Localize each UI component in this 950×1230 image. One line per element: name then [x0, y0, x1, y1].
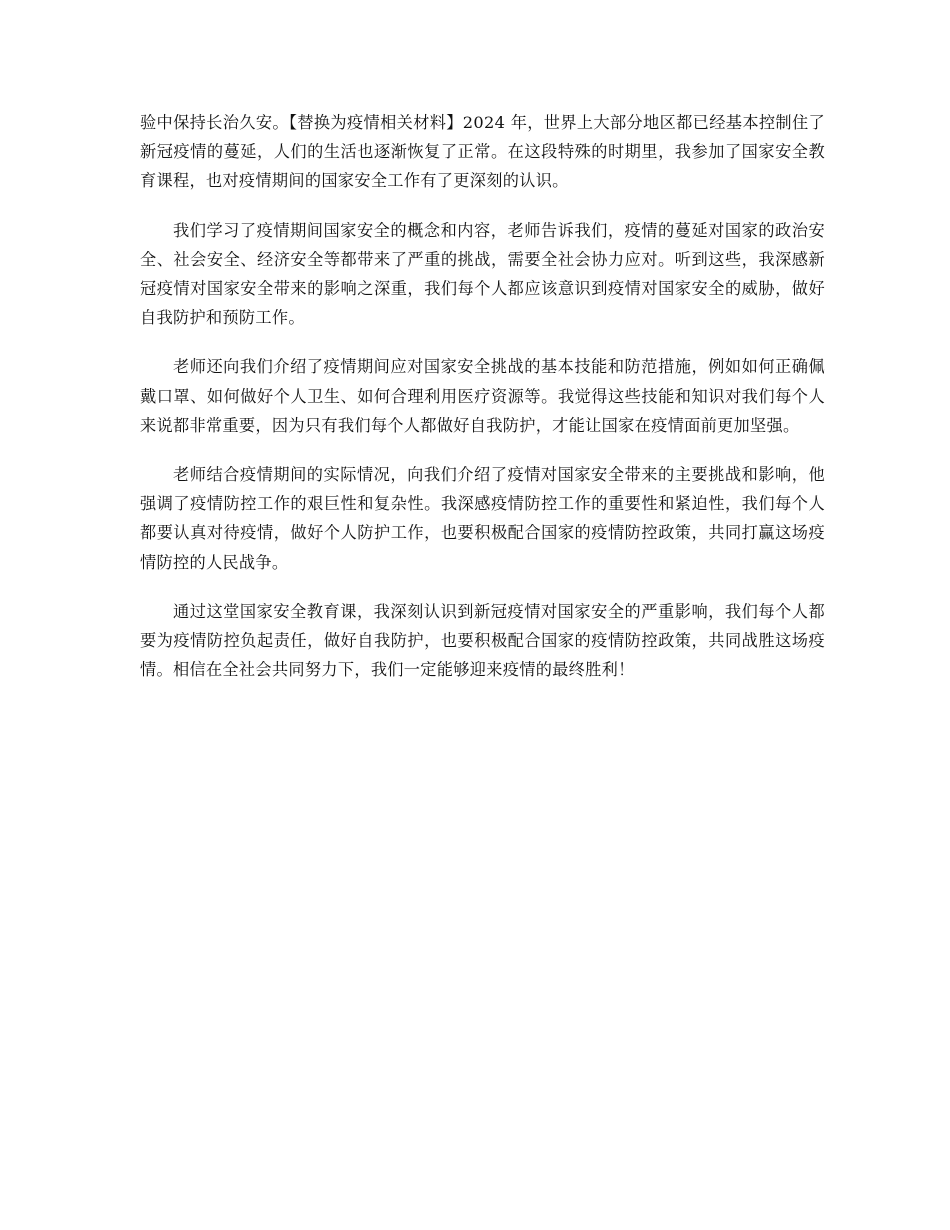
paragraph-national-security-concept: 我们学习了疫情期间国家安全的概念和内容，老师告诉我们，疫情的蔓延对国家的政治安全、社会安全、经济安全等都带来了严重的挑战，需要全社会协力应对。听到这些，我深感新冠疫情对国家安全带来的影响之深重，我们每个人都应该意识到疫情对国家安全的威胁，做好自我防护和预防工作。: [140, 220, 825, 328]
paragraph-continuation: 验中保持长治久安。【替换为疫情相关材料】2024 年，世界上大部分地区都已经基本控制住了新冠疫情的蔓延，人们的生活也逐渐恢复了正常。在这段特殊的时期里，我参加了国家安全教育课程，也对疫情期间的国家安全工作有了更深刻的认识。: [140, 113, 825, 191]
paragraph-challenges-and-impact: 老师结合疫情期间的实际情况，向我们介绍了疫情对国家安全带来的主要挑战和影响，他强调了疫情防控工作的艰巨性和复杂性。我深感疫情防控工作的重要性和紧迫性，我们每个人都要认真对待疫情，做好个人防护工作，也要积极配合国家的疫情防控政策，共同打赢这场疫情防控的人民战争。: [140, 465, 825, 572]
document-page: [140, 108, 825, 704]
paragraph-conclusion: 通过这堂国家安全教育课，我深刻认识到新冠疫情对国家安全的严重影响，我们每个人都要为疫情防控负起责任，做好自我防护，也要积极配合国家的疫情防控政策，共同战胜这场疫情。相信在全社会共同努力下，我们一定能够迎来疫情的最终胜利！: [140, 601, 825, 680]
paragraph-protective-skills: 老师还向我们介绍了疫情期间应对国家安全挑战的基本技能和防范措施，例如如何正确佩戴口罩、如何做好个人卫生、如何合理利用医疗资源等。我觉得这些技能和知识对我们每个人来说都非常重要，因为只有我们每个人都做好自我防护，才能让国家在疫情面前更加坚强。: [140, 357, 825, 435]
